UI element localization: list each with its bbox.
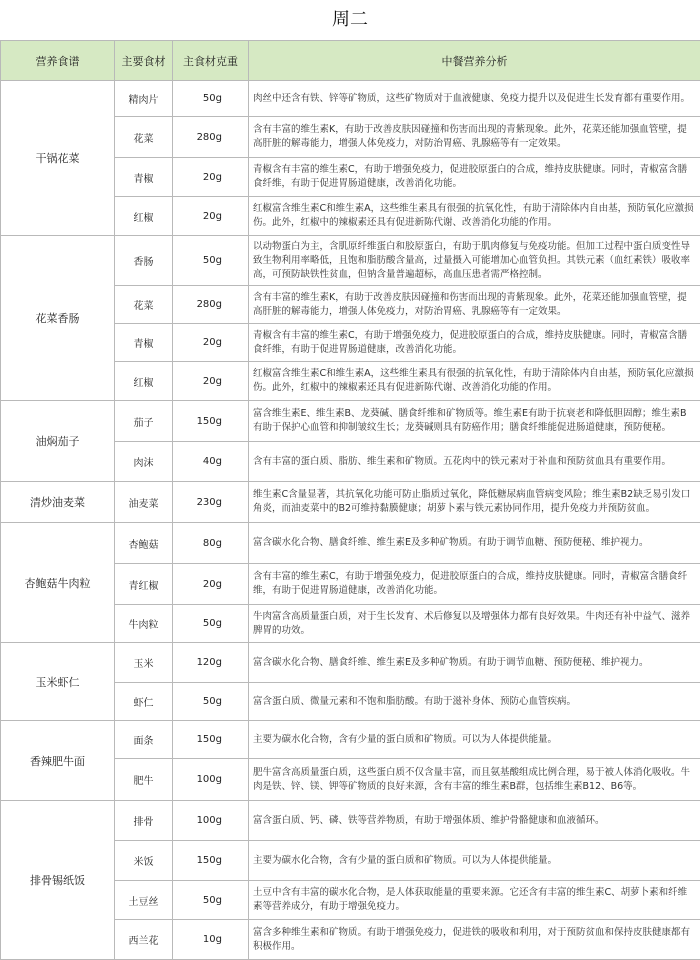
ingredient-weight: 50g — [173, 236, 249, 286]
ingredient-name: 青椒 — [115, 324, 173, 362]
ingredient-name: 油麦菜 — [115, 482, 173, 523]
nutrition-analysis: 红椒富含维生素C和维生素A，这些维生素具有很强的抗氧化性，有助于清除体内自由基，预防氧化应激损伤。此外，红椒中的辣椒素还具有促进新陈代谢、改善消化功能的作用。 — [249, 362, 700, 401]
ingredient-name: 玉米 — [115, 643, 173, 683]
ingredient-weight: 120g — [173, 643, 249, 683]
dish-name: 油焖茄子 — [1, 401, 115, 482]
table-body — [1, 81, 700, 960]
ingredient-weight: 150g — [173, 721, 249, 759]
header-recipe: 营养食谱 — [1, 41, 115, 81]
table-row — [1, 236, 700, 286]
ingredient-weight: 20g — [173, 324, 249, 362]
dish-name: 排骨锡纸饭 — [1, 801, 115, 960]
nutrition-table — [0, 40, 700, 960]
nutrition-analysis: 富含维生素E、维生素B、龙葵碱、膳食纤维和矿物质等。维生素E有助于抗衰老和降低胆固醇；维生素B有助于保护心血管和抑制皱纹生长；龙葵碱则具有防癌作用；膳食纤维能促进肠道健康，预防便秘。 — [249, 401, 700, 442]
ingredient-weight: 100g — [173, 759, 249, 801]
nutrition-analysis: 含有丰富的蛋白质、脂肪、维生素和矿物质。五花肉中的铁元素对于补血和预防贫血具有重要作用。 — [249, 442, 700, 482]
ingredient-name: 青椒 — [115, 158, 173, 197]
ingredient-weight: 280g — [173, 286, 249, 324]
ingredient-name: 精肉片 — [115, 81, 173, 117]
nutrition-analysis: 青椒含有丰富的维生素C，有助于增强免疫力，促进胶原蛋白的合成，维持皮肤健康。同时，青椒富含膳食纤维，有助于促进胃肠道健康，改善消化功能。 — [249, 324, 700, 362]
nutrition-analysis: 含有丰富的维生素C，有助于增强免疫力，促进胶原蛋白的合成，维持皮肤健康。同时，青椒富含膳食纤维，有助于促进胃肠道健康，改善消化功能。 — [249, 564, 700, 605]
ingredient-name: 米饭 — [115, 841, 173, 881]
nutrition-analysis: 土豆中含有丰富的碳水化合物，是人体获取能量的重要来源。它还含有丰富的维生素C、胡萝卜素和纤维素等营养成分，有助于增强免疫力。 — [249, 881, 700, 920]
header-weight: 主食材克重 — [173, 41, 249, 81]
nutrition-analysis: 富含蛋白质、微量元素和不饱和脂肪酸。有助于滋补身体、预防心血管疾病。 — [249, 683, 700, 721]
ingredient-name: 青红椒 — [115, 564, 173, 605]
dish-name: 玉米虾仁 — [1, 643, 115, 721]
dish-name: 干锅花菜 — [1, 81, 115, 236]
ingredient-weight: 20g — [173, 158, 249, 197]
ingredient-weight: 150g — [173, 401, 249, 442]
nutrition-analysis: 牛肉富含高质量蛋白质，对于生长发育、术后修复以及增强体力都有良好效果。牛肉还有补中益气、滋养脾胃的功效。 — [249, 605, 700, 643]
table-row — [1, 721, 700, 759]
nutrition-analysis: 富含碳水化合物、膳食纤维、维生素E及多种矿物质。有助于调节血糖、预防便秘、维护视力。 — [249, 643, 700, 683]
nutrition-analysis: 富含蛋白质、钙、磷、铁等营养物质，有助于增强体质、维护骨骼健康和血液循环。 — [249, 801, 700, 841]
ingredient-weight: 40g — [173, 442, 249, 482]
ingredient-name: 花菜 — [115, 117, 173, 158]
nutrition-analysis: 含有丰富的维生素K，有助于改善皮肤因碰撞和伤害而出现的青紫现象。此外，花菜还能加强血管壁，提高肝脏的解毒能力，增强人体免疫力，对防治胃癌、乳腺癌等有一定效果。 — [249, 286, 700, 324]
ingredient-weight: 280g — [173, 117, 249, 158]
ingredient-name: 红椒 — [115, 197, 173, 236]
dish-name: 杏鲍菇牛肉粒 — [1, 523, 115, 643]
ingredient-name: 红椒 — [115, 362, 173, 401]
nutrition-analysis: 维生素C含量显著，其抗氧化功能可防止脂质过氧化，降低糖尿病血管病变风险；维生素B2缺乏易引发口角炎，而油麦菜中的B2可维持黏膜健康；胡萝卜素与铁元素协同作用，提升免疫力并预防贫血。 — [249, 482, 700, 523]
ingredient-name: 肥牛 — [115, 759, 173, 801]
nutrition-analysis: 肥牛富含高质量蛋白质，这些蛋白质不仅含量丰富，而且氨基酸组成比例合理，易于被人体消化吸收。牛肉是铁、锌、镁、钾等矿物质的良好来源，含有丰富的维生素B群，包括维生素B12、B6等。 — [249, 759, 700, 801]
ingredient-weight: 230g — [173, 482, 249, 523]
ingredient-name: 面条 — [115, 721, 173, 759]
ingredient-weight: 20g — [173, 564, 249, 605]
ingredient-weight: 50g — [173, 81, 249, 117]
table-row — [1, 643, 700, 683]
table-row — [1, 482, 700, 523]
ingredient-name: 牛肉粒 — [115, 605, 173, 643]
table-row — [1, 401, 700, 442]
ingredient-weight: 10g — [173, 920, 249, 960]
ingredient-name: 肉沫 — [115, 442, 173, 482]
nutrition-analysis: 富含碳水化合物、膳食纤维、维生素E及多种矿物质。有助于调节血糖、预防便秘、维护视力。 — [249, 523, 700, 564]
dish-name: 花菜香肠 — [1, 236, 115, 401]
ingredient-name: 排骨 — [115, 801, 173, 841]
ingredient-weight: 150g — [173, 841, 249, 881]
page-title: 周二 — [0, 0, 700, 40]
dish-name: 清炒油麦菜 — [1, 482, 115, 523]
ingredient-weight: 20g — [173, 362, 249, 401]
ingredient-name: 西兰花 — [115, 920, 173, 960]
header-row — [1, 41, 700, 81]
ingredient-name: 香肠 — [115, 236, 173, 286]
table-row — [1, 81, 700, 117]
ingredient-name: 茄子 — [115, 401, 173, 442]
ingredient-name: 土豆丝 — [115, 881, 173, 920]
ingredient-weight: 50g — [173, 605, 249, 643]
nutrition-analysis: 主要为碳水化合物，含有少量的蛋白质和矿物质。可以为人体提供能量。 — [249, 841, 700, 881]
dish-name: 香辣肥牛面 — [1, 721, 115, 801]
nutrition-analysis: 红椒富含维生素C和维生素A，这些维生素具有很强的抗氧化性，有助于清除体内自由基，预防氧化应激损伤。此外，红椒中的辣椒素还具有促进新陈代谢、改善消化功能的作用。 — [249, 197, 700, 236]
ingredient-weight: 20g — [173, 197, 249, 236]
ingredient-weight: 50g — [173, 683, 249, 721]
nutrition-analysis: 主要为碳水化合物，含有少量的蛋白质和矿物质。可以为人体提供能量。 — [249, 721, 700, 759]
nutrition-analysis: 富含多种维生素和矿物质。有助于增强免疫力，促进铁的吸收和利用，对于预防贫血和保持皮肤健康都有积极作用。 — [249, 920, 700, 960]
nutrition-analysis: 肉丝中还含有铁、锌等矿物质，这些矿物质对于血液健康、免疫力提升以及促进生长发育都有重要作用。 — [249, 81, 700, 117]
ingredient-weight: 50g — [173, 881, 249, 920]
table-row — [1, 523, 700, 564]
header-ingredient: 主要食材 — [115, 41, 173, 81]
header-analysis: 中餐营养分析 — [249, 41, 700, 81]
nutrition-analysis: 青椒含有丰富的维生素C，有助于增强免疫力，促进胶原蛋白的合成，维持皮肤健康。同时，青椒富含膳食纤维，有助于促进胃肠道健康，改善消化功能。 — [249, 158, 700, 197]
nutrition-analysis: 含有丰富的维生素K，有助于改善皮肤因碰撞和伤害而出现的青紫现象。此外，花菜还能加强血管壁，提高肝脏的解毒能力，增强人体免疫力，对防治胃癌、乳腺癌等有一定效果。 — [249, 117, 700, 158]
ingredient-name: 杏鲍菇 — [115, 523, 173, 564]
nutrition-analysis: 以动物蛋白为主，含肌原纤维蛋白和胶原蛋白，有助于肌肉修复与免疫功能。但加工过程中蛋白质变性导致生物利用率略低，且饱和脂肪酸含量高，过量摄入可能增加心血管负担。其铁元素（血红素铁）吸收率高，可预防缺铁性贫血，但钠含量普遍超标，高血压患者需严格控制。 — [249, 236, 700, 286]
ingredient-weight: 80g — [173, 523, 249, 564]
ingredient-weight: 100g — [173, 801, 249, 841]
ingredient-name: 虾仁 — [115, 683, 173, 721]
ingredient-name: 花菜 — [115, 286, 173, 324]
table-row — [1, 801, 700, 841]
